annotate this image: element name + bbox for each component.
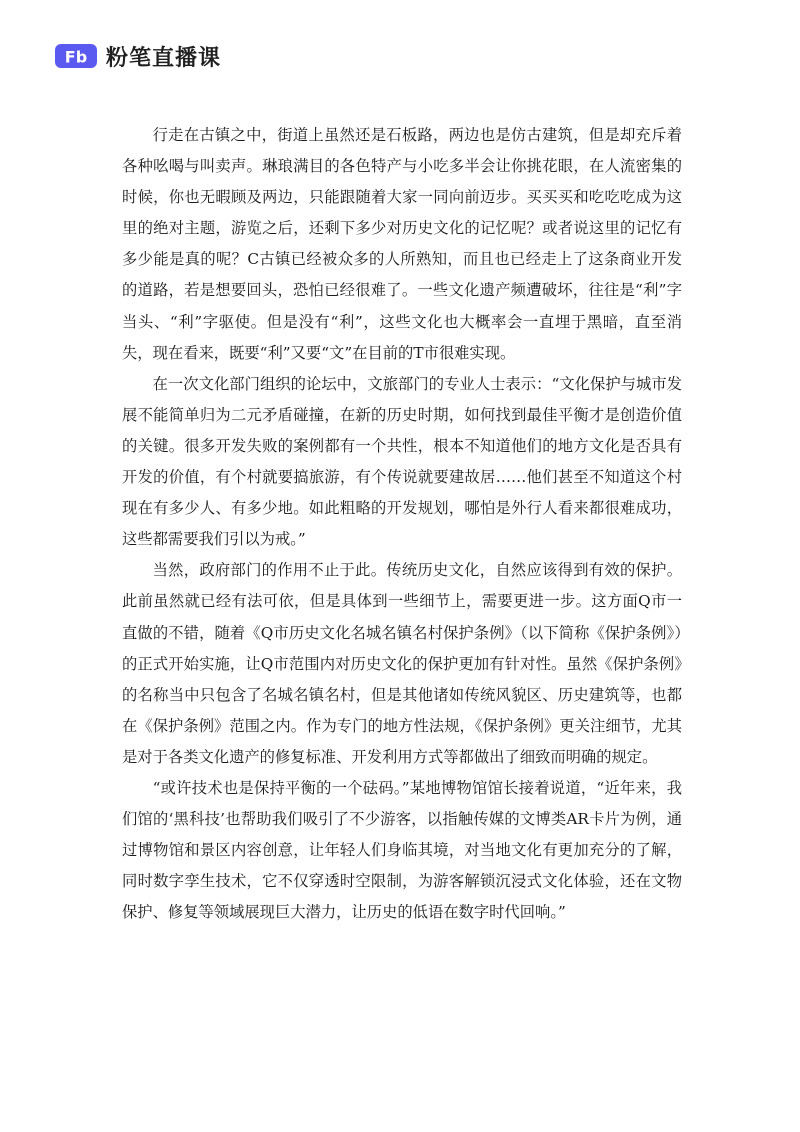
logo-text: Fb [64,47,88,67]
header [54,40,221,72]
paragraph-1: 行走在古镇之中，街道上虽然还是石板路，两边也是仿古建筑，但是却充斥着各种吆喝与叫卖声。琳琅满目的各色特产与小吃多半会让你挑花眼，在人流密集的时候，你也无暇顾及两边，只能跟随着大家一同向前迈步。买买买和吃吃吃成为这里的绝对主题，游览之后，还剩下多少对历史文化的记忆呢？或者说这里的记忆有多少能是真的呢？C古镇已经被众多的人所熟知，而且也已经走上了这条商业开发的道路，若是想要回头，恐怕已经很难了。一些文化遗产频遭破坏，往往是“利”字当头、“利”字驱使。但是没有“利”，这些文化也大概率会一直埋于黑暗，直至消失，现在看来，既要“利”又要“文”在目前的T市很难实现。 [122,126,682,362]
paragraph-2: 在一次文化部门组织的论坛中，文旅部门的专业人士表示：“文化保护与城市发展不能简单归为二元矛盾碰撞，在新的历史时期，如何找到最佳平衡才是创造价值的关键。很多开发失败的案例都有一个共性，根本不知道他们的地方文化是否具有开发的价值，有个村就要搞旅游，有个传说就要建故居……他们甚至不知道这个村现在有多少人、有多少地。如此粗略的开发规划，哪怕是外行人看来都很难成功，这些都需要我们引以为戒。” [122,374,682,549]
paragraph-4: “或许技术也是保持平衡的一个砝码。”某地博物馆馆长接着说道，“近年来，我们馆的‘黑科技’也帮助我们吸引了不少游客，以指触传媒的文博类AR卡片为例，通过博物馆和景区内容创意，让年轻人们身临其境，对当地文化有更加充分的了解，同时数字孪生技术，它不仅穿透时空限制，为游客解锁沉浸式文化体验，还在文物保护、修复等领域展现巨大潜力，让历史的低语在数字时代回响。” [122,778,682,922]
brand-name: 粉笔直播课 [106,45,222,71]
fenbi-logo-icon [54,41,98,71]
paragraph-3: 当然，政府部门的作用不止于此。传统历史文化，自然应该得到有效的保护。此前虽然就已经有法可依，但是具体到一些细节上，需要更进一步。这方面Q市一直做的不错，随着《Q市历史文化名城名镇名村保护条例》（以下简称《保护条例》）的正式开始实施，让Q市范围内对历史文化的保护更加有针对性。虽然《保护条例》的名称当中只包含了名城名镇名村，但是其他诸如传统风貌区、历史建筑等，也都在《保护条例》范围之内。作为专门的地方性法规，《保护条例》更关注细节，尤其是对于各类文化遗产的修复标准、开发利用方式等都做出了细致而明确的规定。 [122,561,682,766]
article-body [122,120,682,928]
